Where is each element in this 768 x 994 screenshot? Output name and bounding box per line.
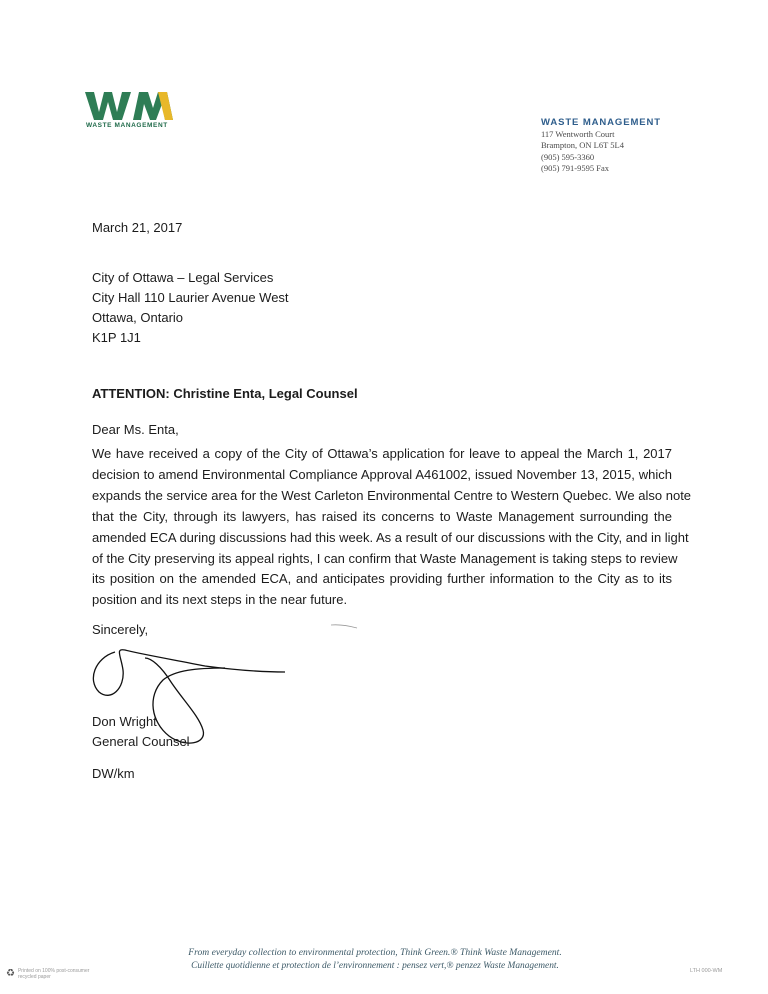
body-line: of the City preserving its appeal rights, I can confirm that Waste Management is taking steps to review [92,550,678,566]
signer-name: Don Wright [92,714,157,729]
recycle-line: recycled paper [17,974,51,980]
recipient-address [92,268,289,348]
attention-line: ATTENTION: Christine Enta, Legal Counsel [92,386,358,401]
letter-body [92,444,692,611]
letterhead-address [541,117,661,175]
body-line: We have received a copy of the City of Ottawa’s application for leave to appeal the March 1, 2017 [92,446,672,461]
closing: Sincerely, [92,622,149,637]
footer-tagline [160,947,590,972]
pen-mark [330,622,358,630]
body-line: position and its next steps in the near future. [92,592,348,608]
signer-block [92,712,190,752]
address-line: Brampton, ON L6T 5L4 [541,140,624,151]
address-line: 117 Wentworth Court [541,129,615,139]
recycle-icon: ♻ [6,968,15,979]
reference-initials: DW/km [92,766,135,781]
body-line: expands the service area for the West Carleton Environmental Centre to Western Quebec. We also note [92,487,692,503]
logo-caption: WASTE MANAGEMENT [86,122,168,129]
body-line: amended ECA during discussions had this week. As a result of our discussions with the City, and in light [92,529,689,545]
signer-title: General Counsel [92,734,190,749]
footer-line-en: From everyday collection to environmental protection, Think Green.® Think Waste Management. [188,947,562,958]
recipient-line: City of Ottawa – Legal Services [92,270,274,285]
recipient-line: City Hall 110 Laurier Avenue West [92,290,289,305]
company-name: WASTE MANAGEMENT [541,117,661,128]
letter-date: March 21, 2017 [92,220,183,235]
form-code: LTH 000-WM [690,968,723,974]
body-line: that the City, through its lawyers, has raised its concerns to Waste Management surrounding the [92,508,672,524]
fax-line: (905) 791-9595 Fax [541,163,609,174]
salutation: Dear Ms. Enta, [92,422,179,437]
body-line: its position on the amended ECA, and anticipates providing further information to the City as to its [92,571,672,587]
recipient-line: K1P 1J1 [92,330,141,345]
body-line: decision to amend Environmental Compliance Approval A461002, issued November 13, 2015, which [92,466,672,482]
recipient-line: Ottawa, Ontario [92,310,184,325]
footer-line-fr: Cuillette quotidienne et protection de l’environnement : pensez vert,® penzez Waste Management. [191,960,559,971]
recycle-line: Printed on 100% post-consumer [17,968,90,974]
recycled-paper-note [6,968,89,980]
phone-line: (905) 595-3360 [541,151,595,162]
